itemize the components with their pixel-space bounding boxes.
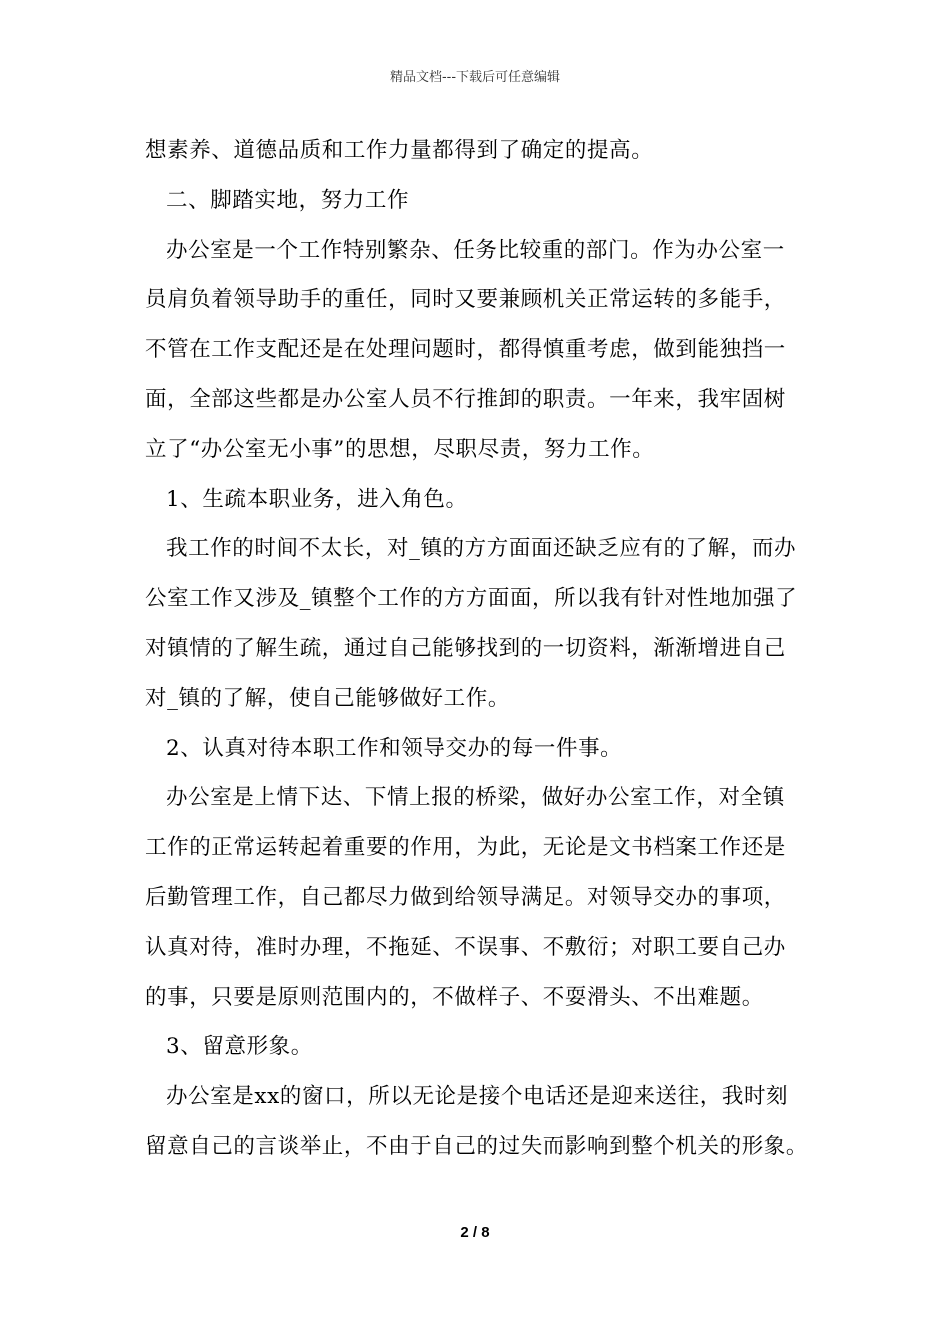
paragraph-line: 公室工作又涉及_镇整个工作的方方面面，所以我有针对性地加强了	[145, 586, 798, 612]
paragraph-line: 办公室是上情下达、下情上报的桥梁，做好办公室工作，对全镇	[166, 785, 785, 811]
page-header: 精品文档---下载后可任意编辑	[389, 70, 561, 85]
paragraph-line: 留意自己的言谈举止，不由于自己的过失而影响到整个机关的形象。	[145, 1133, 809, 1159]
paragraph-line: 员肩负着领导助手的重任，同时又要兼顾机关正常运转的多能手，	[145, 287, 786, 313]
subsection-heading: 1、生疏本职业务，进入角色。	[166, 486, 468, 512]
paragraph-line: 后勤管理工作，自己都尽力做到给领导满足。对领导交办的事项，	[145, 884, 786, 910]
section-heading: 二、脚踏实地，努力工作	[166, 187, 410, 213]
paragraph-line: 想素养、道德品质和工作力量都得到了确定的提高。	[145, 138, 654, 163]
subsection-heading: 3、留意形象。	[166, 1034, 313, 1060]
paragraph-line: 不管在工作支配还是在处理问题时，都得慎重考虑，做到能独挡一	[145, 337, 786, 363]
page-number: 2 / 8	[460, 1224, 490, 1241]
document-body	[145, 126, 809, 1172]
paragraph-line: 对镇情的了解生疏，通过自己能够找到的一切资料，渐渐增进自己	[145, 635, 786, 661]
subsection-heading: 2、认真对待本职工作和领导交办的每一件事。	[166, 735, 623, 761]
paragraph-line: 认真对待，准时办理，不拖延、不误事、不敷衍；对职工要自己办	[145, 934, 786, 960]
paragraph-line: 办公室是xx的窗口，所以无论是接个电话还是迎来送往，我时刻	[166, 1084, 789, 1110]
paragraph-line: 工作的正常运转起着重要的作用，为此，无论是文书档案工作还是	[145, 835, 786, 861]
paragraph-line: 立了“办公室无小事”的思想，尽职尽责，努力工作。	[145, 436, 655, 462]
paragraph-line: 我工作的时间不太长，对_镇的方方面面还缺乏应有的了解，而办	[166, 536, 797, 562]
paragraph-line: 面，全部这些都是办公室人员不行推卸的职责。一年来，我牢固树	[145, 386, 786, 412]
paragraph-line: 对_镇的了解，使自己能够做好工作。	[145, 685, 510, 711]
paragraph-line: 的事，只要是原则范围内的，不做样子、不耍滑头、不出难题。	[145, 984, 764, 1010]
paragraph-line: 办公室是一个工作特别繁杂、任务比较重的部门。作为办公室一	[166, 237, 785, 263]
